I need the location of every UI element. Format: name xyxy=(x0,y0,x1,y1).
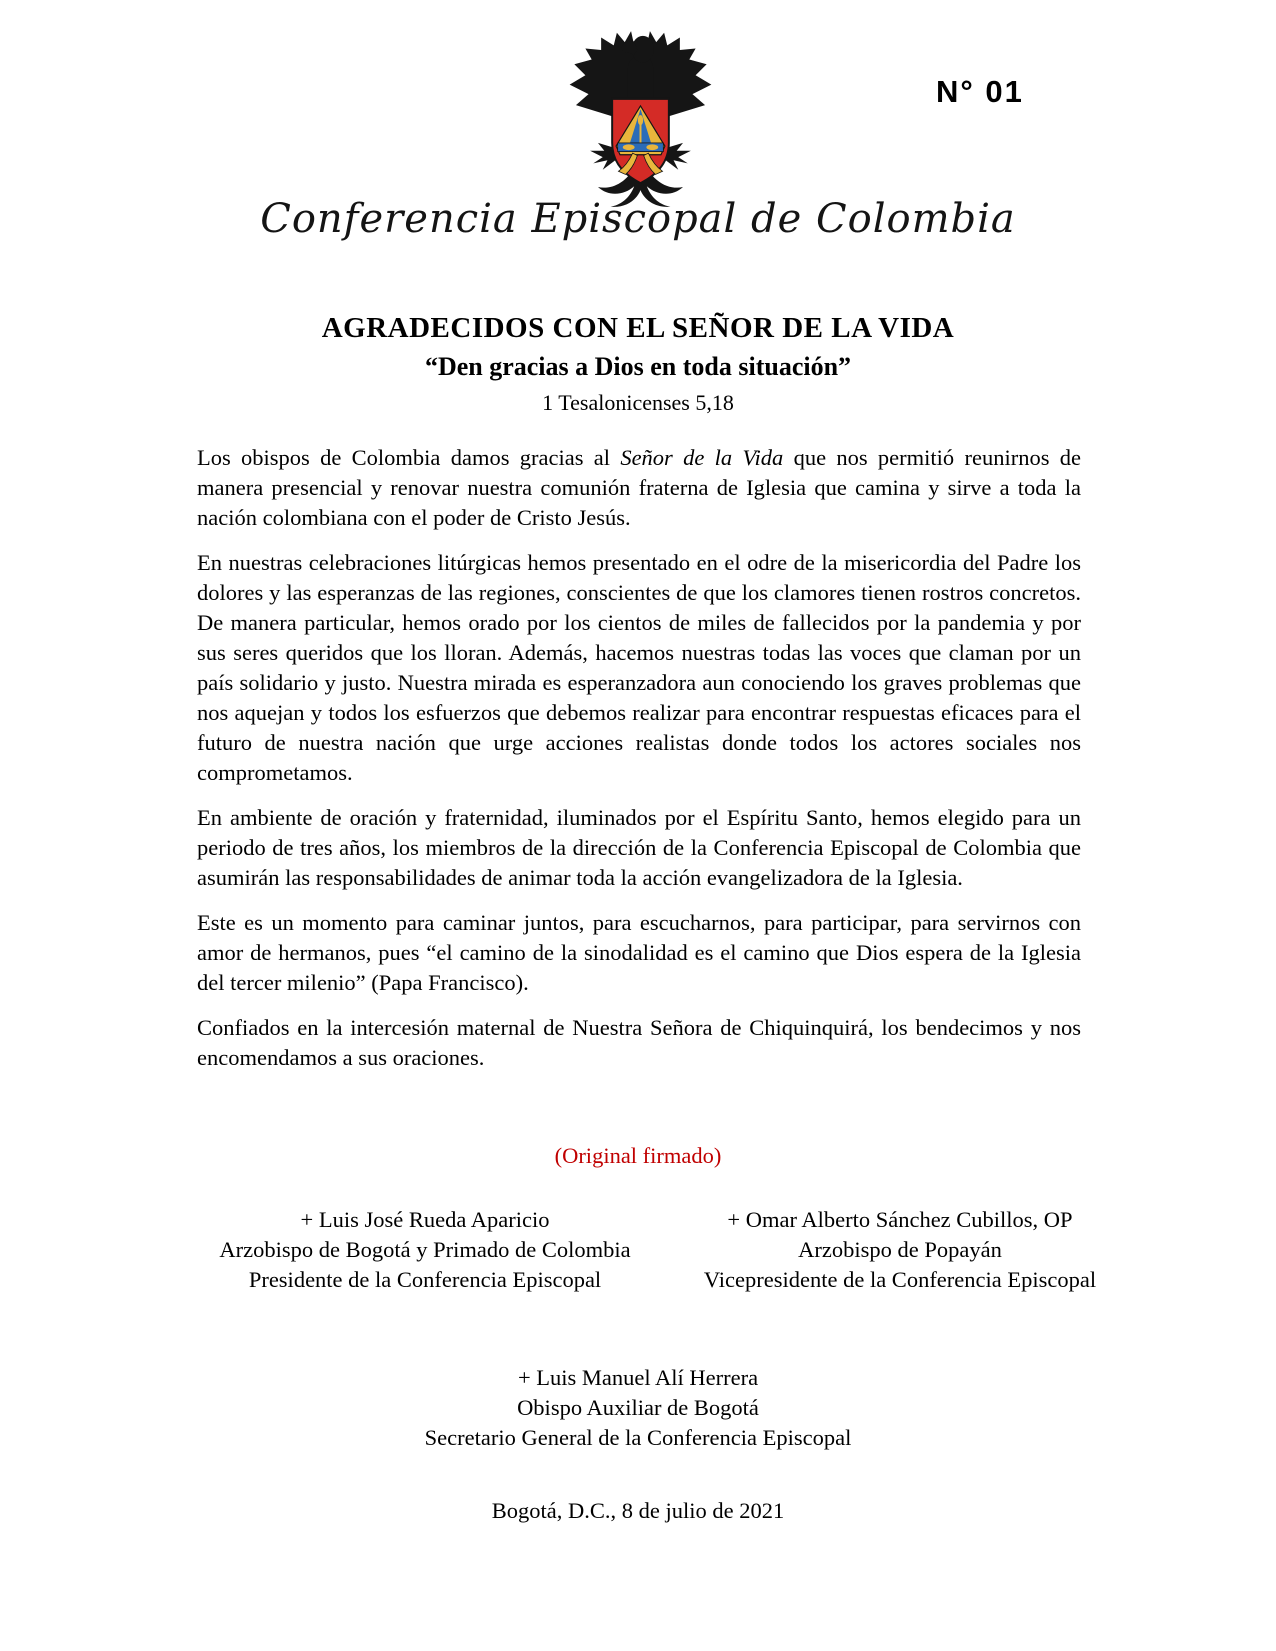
secretary-name: + Luis Manuel Alí Herrera xyxy=(517,1365,759,1390)
episcopal-coat-of-arms-icon xyxy=(558,28,723,213)
paragraph-1-text-after: que nos permitió reunirnos de manera presencial y renovar nuestra comunión fraterna de Iglesia que camina y sirve a toda la nación colombiana con el poder de Cristo Jesús. xyxy=(197,445,1081,530)
original-signed-note: (Original firmado) xyxy=(554,1143,722,1168)
president-title-2: Presidente de la Conferencia Episcopal xyxy=(248,1267,602,1292)
paragraph-3: En ambiente de oración y fraternidad, iluminados por el Espíritu Santo, hemos elegido para un periodo de tres años, los miembros de la dirección de la Conferencia Episcopal de Colombia que asumirán las responsabilidades de animar toda la acción evangelizadora de la Iglesia. xyxy=(197,805,1081,890)
document-subtitle: “Den gracias a Dios en toda situación” xyxy=(424,352,852,381)
president-name: + Luis José Rueda Aparicio xyxy=(300,1207,550,1232)
paragraph-1 xyxy=(197,443,1081,533)
document-body xyxy=(197,443,1081,1088)
paragraph-2: En nuestras celebraciones litúrgicas hemos presentado en el odre de la misericordia del Padre los dolores y las esperanzas de las regiones, conscientes de que los clamores tienen rostros concretos. De manera particular, hemos orado por los cientos de miles de fallecidos por la pandemia y por sus seres queridos que los lloran. Además, hacemos nuestras todas las voces que claman por un país solidario y justo. Nuestra mirada es esperanzadora aun conociendo los graves problemas que nos aquejan y todos los esfuerzos que debemos realizar para encontrar respuestas eficaces para el futuro de nuestra nación que urge acciones realistas donde todos los actores sociales nos comprometamos. xyxy=(197,550,1081,785)
document-number: N° 01 xyxy=(936,74,1024,109)
paragraph-4: Este es un momento para caminar juntos, para escucharnos, para participar, para servirnos con amor de hermanos, pues “el camino de la sinodalidad es el camino que Dios espera de la Iglesia del tercer milenio” (Papa Francisco). xyxy=(197,910,1081,995)
scripture-reference: 1 Tesalonicenses 5,18 xyxy=(542,390,734,415)
paragraph-5: Confiados en la intercesión maternal de Nuestra Señora de Chiquinquirá, los bendecimos y nos encomendamos a sus oraciones. xyxy=(197,1015,1081,1070)
signature-secretary xyxy=(0,1363,1276,1453)
paragraph-1-text-before: Los obispos de Colombia damos gracias al xyxy=(197,445,621,470)
document-title: AGRADECIDOS CON EL SEÑOR DE LA VIDA xyxy=(321,312,955,344)
secretary-title-1: Obispo Auxiliar de Bogotá xyxy=(517,1395,759,1420)
signature-president xyxy=(165,1205,685,1295)
secretary-title-2: Secretario General de la Conferencia Episcopal xyxy=(424,1425,852,1450)
signature-vicepresident xyxy=(660,1205,1140,1295)
dateline: Bogotá, D.C., 8 de julio de 2021 xyxy=(491,1498,785,1523)
vicepresident-title-2: Vicepresidente de la Conferencia Episcopal xyxy=(703,1267,1097,1292)
vicepresident-title-1: Arzobispo de Popayán xyxy=(798,1237,1002,1262)
organization-wordmark: Conferencia Episcopal de Colombia xyxy=(260,196,1016,242)
president-title-1: Arzobispo de Bogotá y Primado de Colombia xyxy=(219,1237,631,1262)
vicepresident-name: + Omar Alberto Sánchez Cubillos, OP xyxy=(727,1207,1073,1232)
title-block xyxy=(0,312,1276,416)
paragraph-1-italic-phrase: Señor de la Vida xyxy=(620,445,784,470)
